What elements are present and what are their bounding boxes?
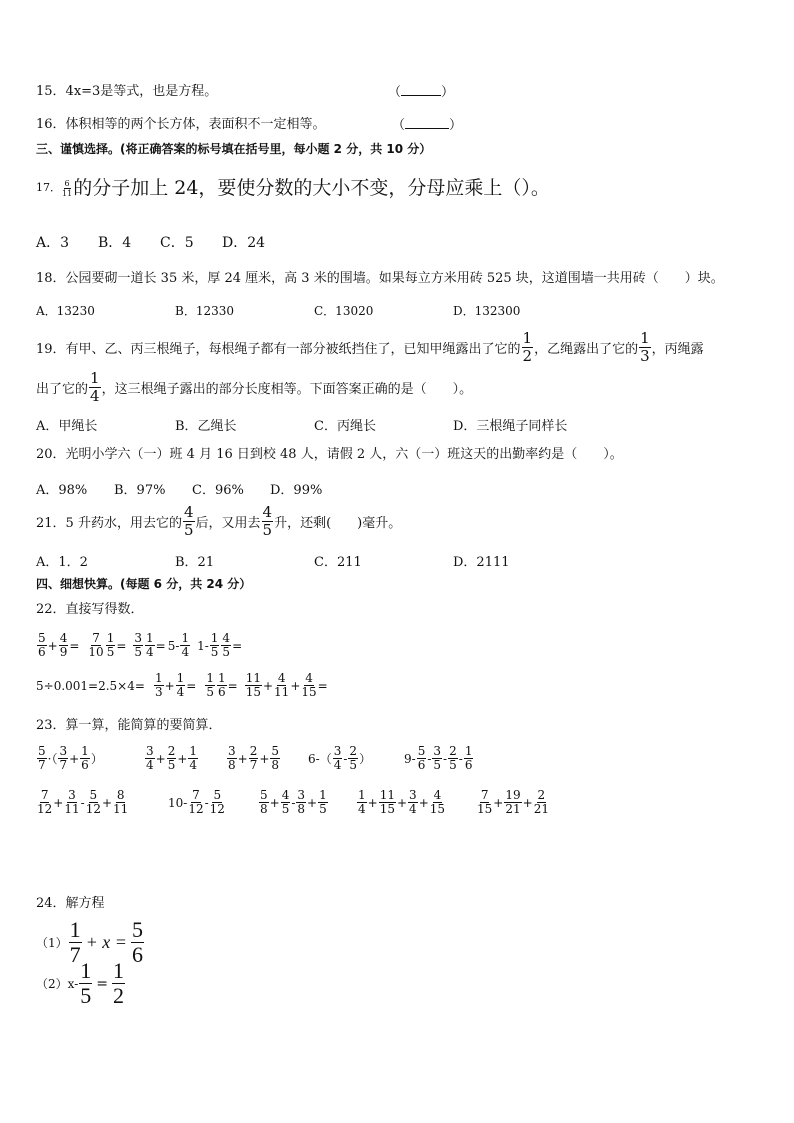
question-21-options (36, 551, 592, 570)
answer-blank-15[interactable] (388, 84, 454, 101)
question-16-text: 16．体积相等的两个长方体，表面积不一定相等。 (36, 117, 326, 132)
fraction: 6 11 (62, 178, 73, 198)
equation-label: （1） (36, 936, 68, 950)
option-c[interactable]: C．13020 (314, 304, 374, 318)
answer-blank-16[interactable] (392, 117, 462, 134)
paren-right: ） (441, 85, 455, 100)
paren-right: ） (449, 118, 463, 133)
question-21 (36, 504, 401, 539)
option-c[interactable]: C．丙绳长 (314, 419, 376, 434)
question-15-text: 15．4x=3是等式，也是方程。 (36, 84, 218, 99)
blank-line (401, 84, 441, 96)
text: ，乙绳露出了它的 (534, 342, 639, 357)
paren-left: （ (392, 118, 406, 133)
expression: 5 7 ·（ 3 7 + $\frac{1}{6}$ ） (38, 744, 103, 772)
question-20: 20．光明小学六（一）班 4 月 16 日到校 48 人，请假 2 人，六（一）班这天的出勤率约是（ ）。 (36, 447, 623, 462)
option-d[interactable]: D．三根绳子同样长 (453, 419, 568, 434)
fraction: 4 5 (183, 503, 194, 539)
expression: 1- 1 5 $\frac{4}{5}$ = (197, 631, 243, 659)
option-a[interactable]: A．甲绳长 (36, 419, 98, 434)
equation-label: （2）x- (36, 977, 79, 991)
question-19-line-2 (36, 370, 472, 405)
fraction: $\frac{1}{5}$ (80, 958, 92, 1008)
fraction: 4 5 (262, 503, 273, 539)
expression: 6- （ 3 4 - 2 5 ） (308, 744, 372, 772)
fraction: $\frac{5}{6}$ (131, 917, 143, 967)
option-a[interactable]: A．3 (36, 235, 70, 251)
expression: 11 15 + $\frac{4}{11}$ + $\frac{4}{15}$ = (245, 671, 328, 699)
expression: 5- 1 4 (167, 631, 190, 659)
question-17-options (36, 232, 284, 252)
question-19-line-1 (36, 330, 704, 365)
fraction: 1 7 (69, 917, 81, 967)
expression: 3 5 $\frac{1}{4}$ = (134, 631, 166, 659)
question-19-options (36, 415, 613, 434)
expression: 5 6 + $\frac{4}{9}$ = (38, 631, 80, 659)
option-d[interactable]: D．132300 (453, 304, 521, 318)
expression: 1 5 $\frac{1}{6}$ = (206, 671, 238, 699)
section-3-heading: 三、谨慎选择。(将正确答案的标号填在括号里，每小题 2 分，共 10 分） (36, 142, 432, 156)
expression: 10- 7 12 - 5 12 (168, 788, 225, 816)
expression: 1 3 + $\frac{1}{4}$ = (154, 671, 197, 699)
expression: 5 8 + $\frac{4}{5}$ - 3 8 + $\frac{1}{5}$ (260, 788, 327, 816)
text: 出了它的 (36, 382, 89, 397)
text: ，丙绳露 (651, 342, 704, 357)
section-4-heading: 四、细想快算。(每题 6 分，共 24 分） (36, 577, 252, 591)
fraction: 1 3 (640, 329, 650, 365)
option-c[interactable]: C．96% (192, 483, 244, 498)
fraction: $\frac{1}{2}$ (112, 958, 124, 1008)
expression: 7 10 $\frac{1}{5}$ = (88, 631, 127, 659)
option-b[interactable]: B．12330 (175, 304, 234, 318)
option-a[interactable]: A．98% (36, 483, 88, 498)
q22-row-2 (36, 672, 328, 699)
expression: 7 12 + $\frac{3}{11}$ - 5 12 + $\frac{8}{11}$ (37, 788, 129, 816)
expression: 7 15 + $\frac{19}{21}$ + $\frac{2}{21}$ (477, 788, 549, 816)
expression: 3 4 + $\frac{2}{5}$ + $\frac{1}{4}$ (146, 744, 198, 772)
option-b[interactable]: B．4 (98, 235, 132, 251)
option-a[interactable]: A．13230 (36, 304, 95, 318)
text: 升，还剩( )毫升。 (274, 516, 402, 531)
fraction: 1 4 (90, 369, 100, 405)
option-c[interactable]: C．211 (314, 555, 362, 570)
expression: 3 8 + $\frac{2}{7}$ + $\frac{5}{8}$ (228, 744, 280, 772)
question-17-text: 的分子加上 24，要使分数的大小不变，分母应乘上（）。 (73, 177, 550, 199)
question-17-number: 17． (36, 181, 61, 194)
expression: 5÷0.001=2.5×4= (36, 678, 145, 693)
option-d[interactable]: D．24 (222, 235, 266, 251)
equation-operator: + x = (85, 932, 127, 952)
option-b[interactable]: B．乙绳长 (175, 419, 237, 434)
option-b[interactable]: B．97% (114, 483, 166, 498)
q23-row-2 (36, 789, 550, 816)
option-b[interactable]: B．21 (175, 555, 215, 570)
question-16 (36, 117, 326, 133)
text: ，这三根绳子露出的部分长度相等。下面答案正确的是（ ）。 (101, 382, 473, 397)
equation-operator: = (96, 975, 108, 992)
option-c[interactable]: C．5 (160, 235, 194, 251)
question-15 (36, 84, 217, 100)
q23-row-1 (36, 745, 474, 772)
paren-left: （ (388, 85, 402, 100)
question-22-title: 22．直接写得数． (36, 602, 144, 617)
text: 后，又用去 (195, 516, 261, 531)
expression: 9- 5 6 - 3 5 - 2 5 - 1 6 (404, 744, 473, 772)
question-23-title: 23．算一算，能简算的要简算． (36, 718, 222, 733)
question-17 (36, 176, 550, 200)
fraction: 1 2 (522, 329, 533, 365)
option-d[interactable]: D．99% (270, 483, 323, 498)
question-20-options (36, 479, 348, 498)
equation-2 (36, 959, 126, 1008)
blank-line (405, 117, 449, 129)
expression: 1 4 + $\frac{11}{15}$ + $\frac{3}{4}$ + $\frac{4}{15}$ (358, 788, 446, 816)
question-18-options (36, 302, 592, 319)
text: 19．有甲、乙、丙三根绳子，每根绳子都有一部分被纸挡住了，已知甲绳露出了它的 (36, 342, 521, 357)
text: 21．5 升药水，用去它的 (36, 516, 182, 531)
option-d[interactable]: D．2111 (453, 555, 510, 570)
option-a[interactable]: A．1．2 (36, 555, 88, 570)
q22-row-1 (36, 632, 242, 659)
question-18: 18．公园要砌一道长 35 米，厚 24 厘米，高 3 米的围墙。如果每立方米用砖 525 块，这道围墙一共用砖（ ）块。 (36, 271, 724, 286)
question-24-title: 24．解方程 (36, 896, 105, 911)
